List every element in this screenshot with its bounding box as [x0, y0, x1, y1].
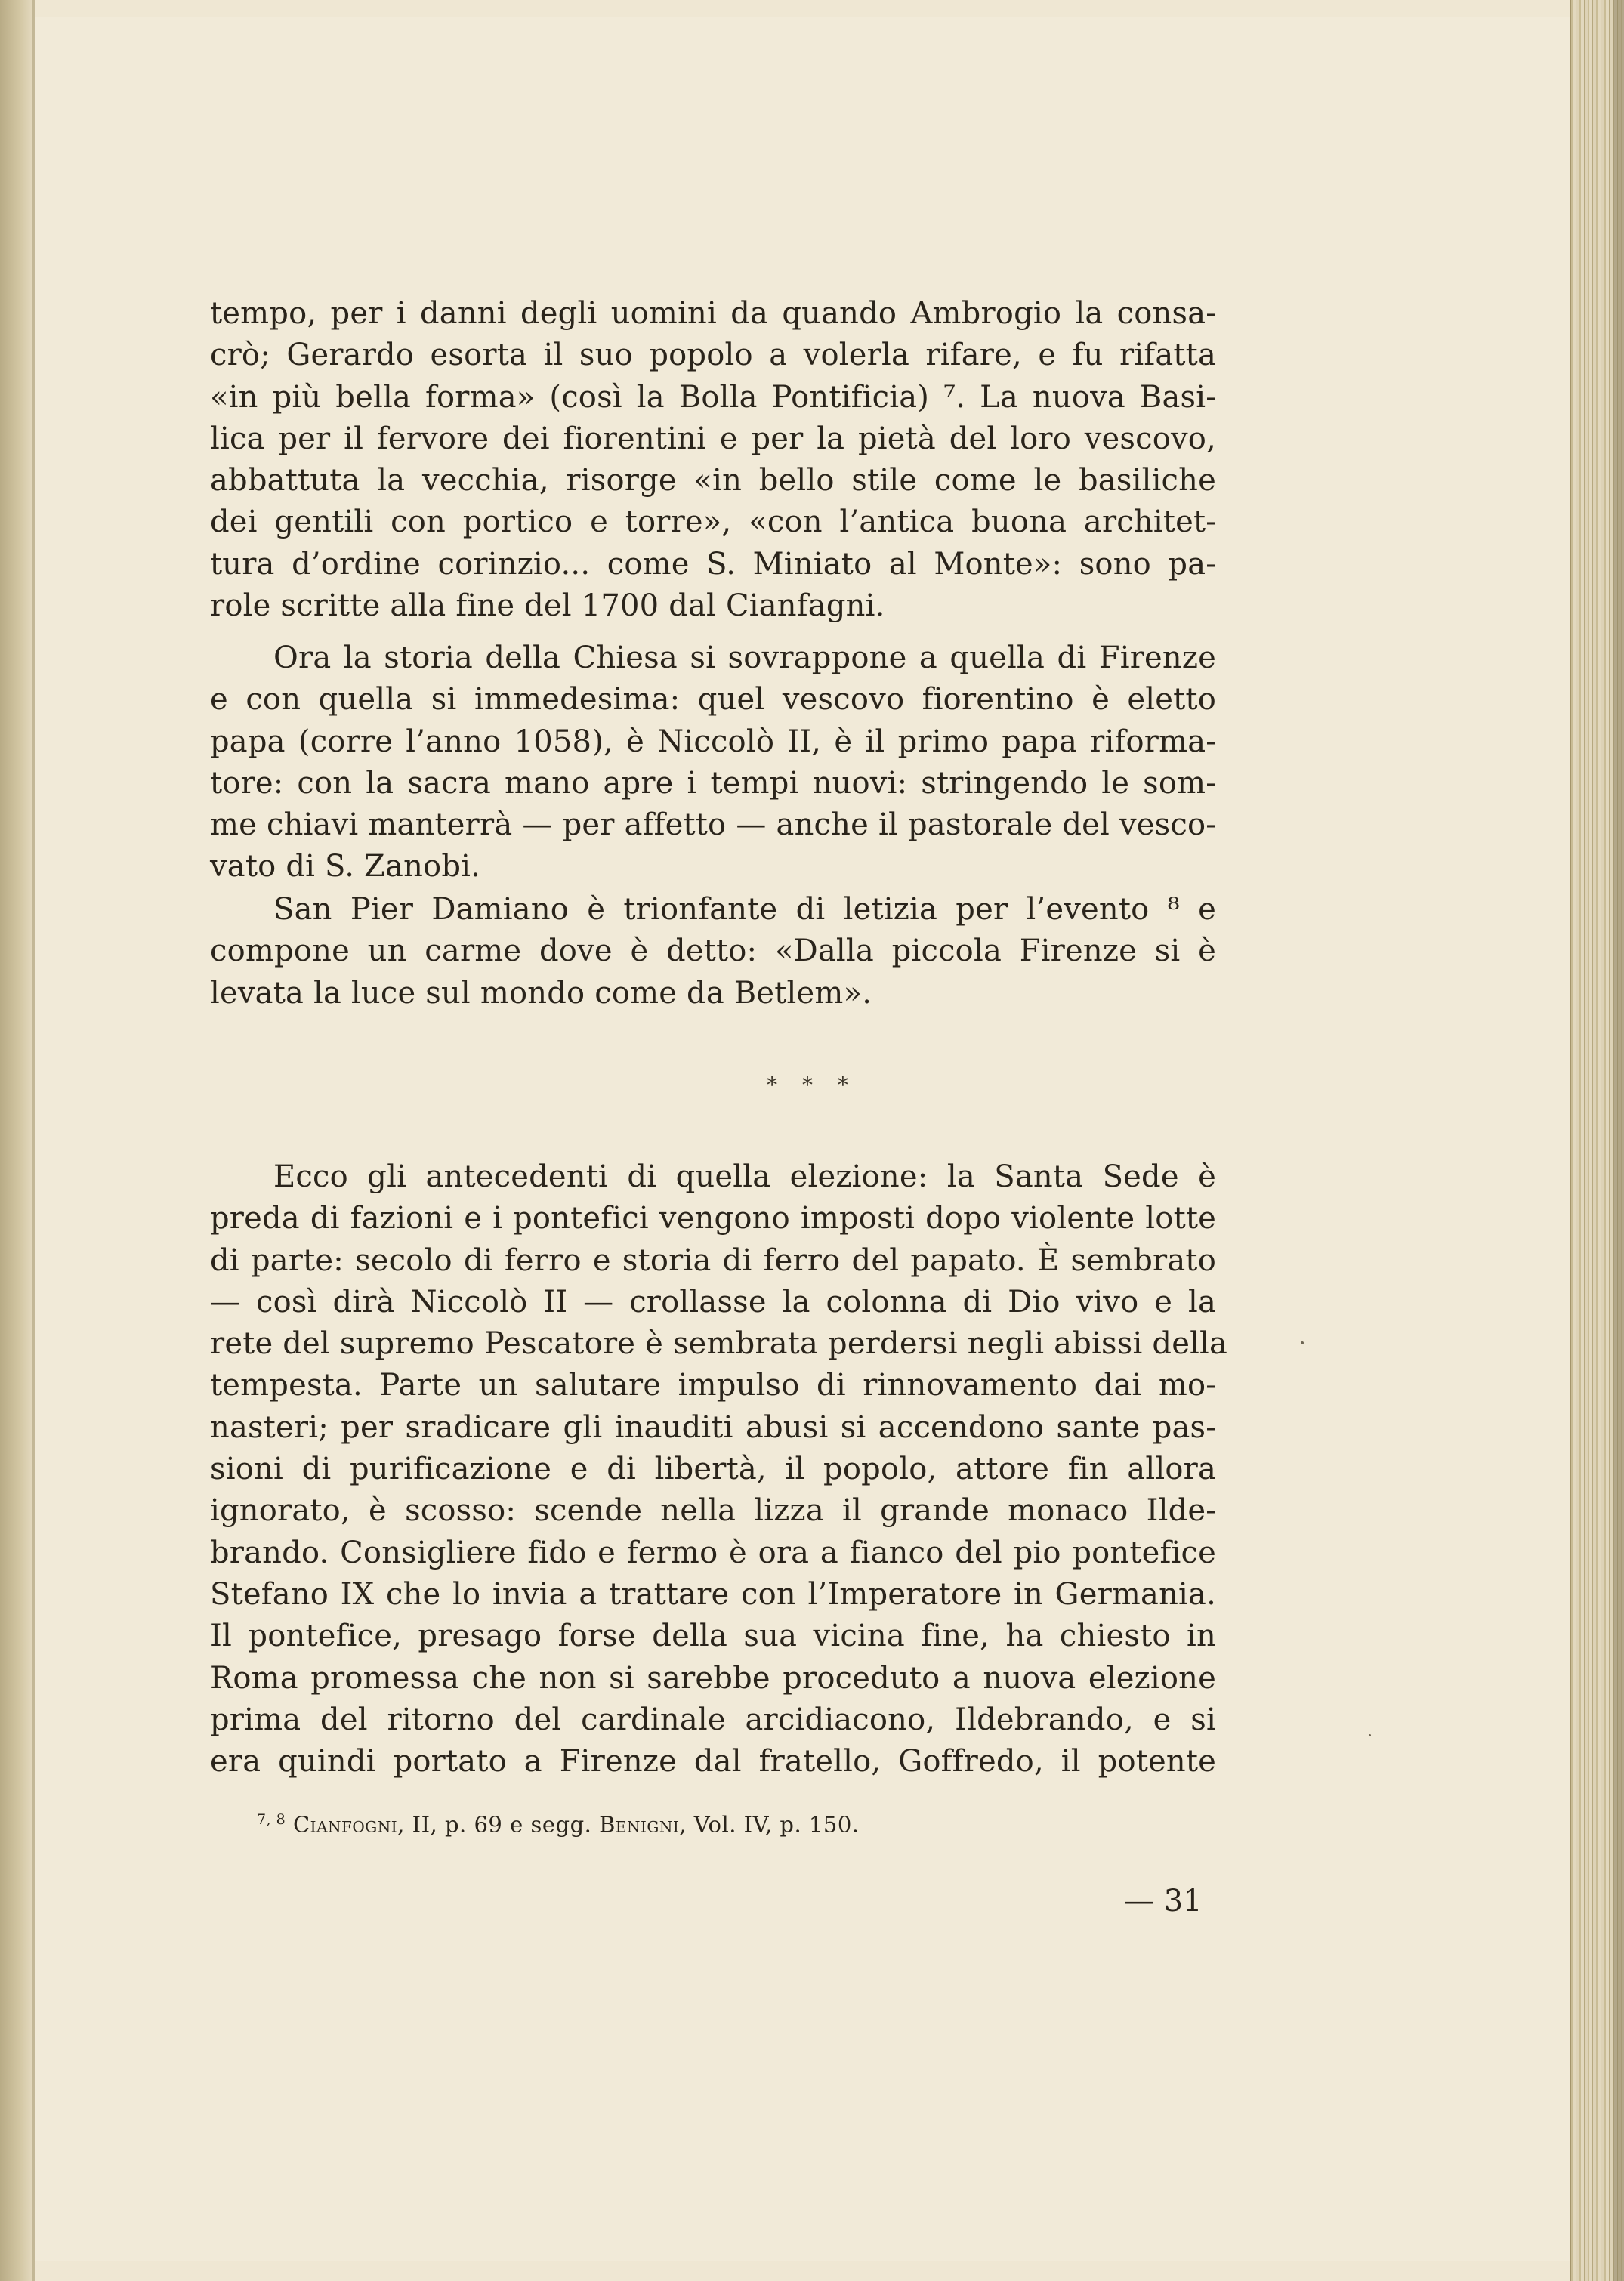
text-line: prima del ritorno del cardinale arcidiacono, Ildebrando, e si	[210, 1702, 1216, 1737]
left-page-edge	[0, 0, 35, 2281]
text-line: — così dirà Niccolò II — crollasse la colonna di Dio vivo e la	[210, 1284, 1216, 1320]
text-line: papa (corre l’anno 1058), è Niccolò II, è il primo papa riforma-	[210, 724, 1216, 759]
footnote-citation-2: , Vol. IV, p. 150.	[679, 1811, 860, 1838]
text-line: tore: con la sacra mano apre i tempi nuovi: stringendo le som-	[210, 765, 1216, 801]
text-line: Ora la storia della Chiesa si sovrappone a quella di Firenze	[273, 640, 1216, 675]
text-line: era quindi portato a Firenze dal fratello, Goffredo, il potente	[210, 1744, 1216, 1779]
paper-speck	[1369, 1734, 1371, 1736]
text-line: tempesta. Parte un salutare impulso di rinnovamento dai mo-	[210, 1368, 1216, 1403]
text-line: ignorato, è scosso: scende nella lizza il grande monaco Ilde-	[210, 1493, 1216, 1529]
text-line: Ecco gli antecedenti di quella elezione: la Santa Sede è	[273, 1159, 1216, 1194]
paper-speck	[1301, 1341, 1304, 1344]
text-line: dei gentili con portico e torre», «con l’antica buona architet-	[210, 505, 1216, 540]
text-line: e con quella si immedesima: quel vescovo fiorentino è eletto	[210, 682, 1216, 718]
footnote-author-1: Cianfogni	[292, 1811, 398, 1838]
text-line: sioni di purificazione e di libertà, il popolo, attore fin allora	[210, 1452, 1216, 1487]
section-separator: * * *	[767, 1073, 857, 1097]
text-line: tura d’ordine corinzio... come S. Miniato al Monte»: sono pa-	[210, 546, 1216, 582]
text-line: di parte: secolo di ferro e storia di ferro del papato. È sembrato	[210, 1242, 1216, 1278]
paragraph-2	[210, 637, 1216, 888]
footnote	[257, 1811, 860, 1838]
paragraph-4	[210, 1156, 1228, 1783]
text-line: brando. Consigliere fido e fermo è ora a fianco del pio pontefice	[210, 1535, 1216, 1570]
paragraph-1	[210, 293, 1216, 627]
text-line: levata la luce sul mondo come da Betlem».	[210, 975, 872, 1011]
text-line: me chiavi manterrà — per affetto — anche il pastorale del vesco-	[210, 807, 1216, 843]
text-line: abbattuta la vecchia, risorge «in bello stile come le basiliche	[210, 463, 1216, 498]
text-line: preda di fazioni e i pontefici vengono imposti dopo violente lotte	[210, 1201, 1216, 1236]
text-line: tempo, per i danni degli uomini da quando Ambrogio la consa-	[210, 296, 1216, 331]
text-line: compone un carme dove è detto: «Dalla piccola Firenze si è	[210, 934, 1216, 969]
page-number: — 31	[1124, 1884, 1203, 1918]
text-line: «in più bella forma» (così la Bolla Pontificia) ⁷. La nuova Basi-	[210, 379, 1216, 415]
footnote-citation-1: , II, p. 69 e segg.	[397, 1811, 592, 1838]
text-line: role scritte alla fine del 1700 dal Cianfagni.	[210, 588, 885, 624]
text-line: nasteri; per sradicare gli inauditi abusi si accendono sante pas-	[210, 1409, 1216, 1445]
text-line: vato di S. Zanobi.	[210, 849, 481, 884]
paragraph-3	[210, 889, 1216, 1014]
text-line: Roma promessa che non si sarebbe proceduto a nuova elezione	[210, 1660, 1216, 1696]
text-line: crò; Gerardo esorta il suo popolo a volerla rifare, e fu rifatta	[210, 338, 1216, 373]
text-line: San Pier Damiano è trionfante di letizia per l’evento ⁸ e	[273, 892, 1216, 927]
text-line: lica per il fervore dei fiorentini e per la pietà del loro vescovo,	[210, 421, 1216, 456]
footnote-refs: 7, 8	[257, 1811, 286, 1828]
text-line: rete del supremo Pescatore è sembrata perdersi negli abissi della	[210, 1326, 1228, 1362]
text-line: Stefano IX che lo invia a trattare con l’Imperatore in Germania.	[210, 1576, 1216, 1612]
text-line: Il pontefice, presago forse della sua vicina fine, ha chiesto in	[210, 1619, 1216, 1654]
stacked-page-edges	[1570, 0, 1624, 2281]
footnote-author-2: Benigni	[599, 1811, 680, 1838]
